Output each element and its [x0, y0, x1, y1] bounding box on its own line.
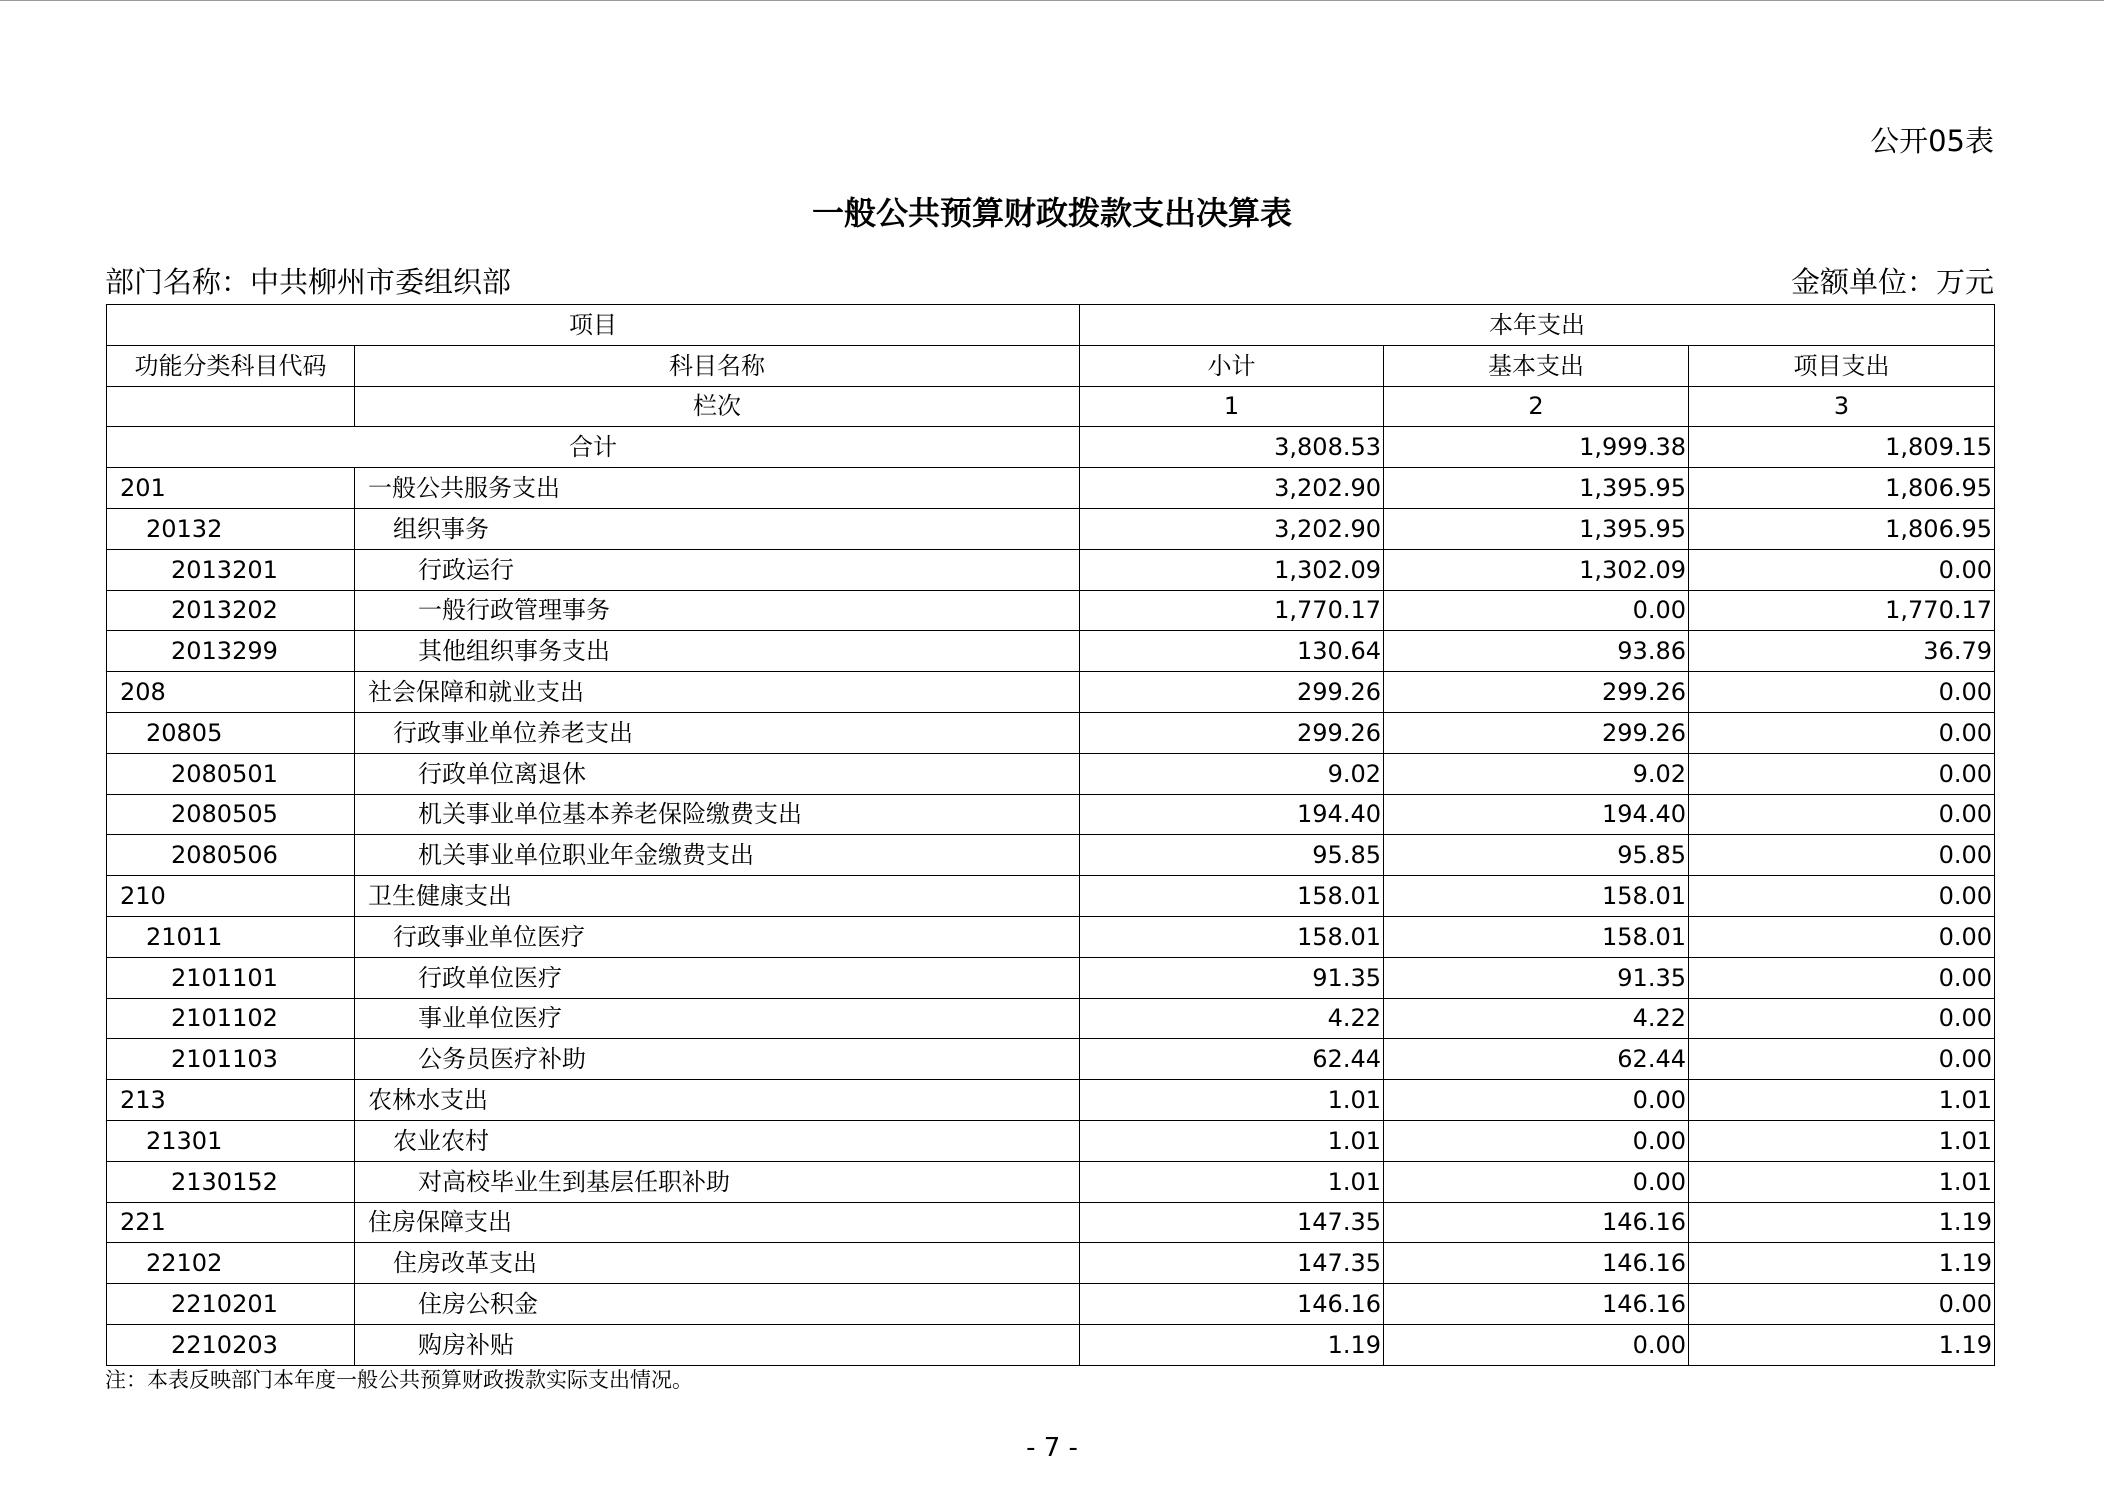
- table-row: [107, 508, 1995, 549]
- name-cell: 事业单位医疗: [355, 998, 1080, 1039]
- project-cell: 36.79: [1689, 631, 1995, 672]
- basic-cell: 299.26: [1384, 712, 1689, 753]
- basic-cell: 4.22: [1384, 998, 1689, 1039]
- subtotal-cell: 9.02: [1080, 753, 1384, 794]
- subtotal-cell: 91.35: [1080, 957, 1384, 998]
- code-cell: 21301: [107, 1120, 355, 1161]
- code-cell: 2101103: [107, 1039, 355, 1080]
- name-cell: 行政单位医疗: [355, 957, 1080, 998]
- table-row: [107, 876, 1995, 917]
- table-row: [107, 1284, 1995, 1325]
- basic-cell: 95.85: [1384, 835, 1689, 876]
- subtotal-cell: 95.85: [1080, 835, 1384, 876]
- page-number: - 7 -: [1026, 1433, 1078, 1463]
- subtotal-cell: 62.44: [1080, 1039, 1384, 1080]
- code-cell: 221: [107, 1202, 355, 1243]
- project-cell: 1.19: [1689, 1202, 1995, 1243]
- table-row: [107, 1202, 1995, 1243]
- basic-cell: 299.26: [1384, 672, 1689, 713]
- table-header: [107, 305, 1995, 427]
- project-cell: 1.01: [1689, 1161, 1995, 1202]
- code-cell: 213: [107, 1080, 355, 1121]
- project-cell: 0.00: [1689, 712, 1995, 753]
- total-row: [107, 427, 1995, 468]
- name-cell: 社会保障和就业支出: [355, 672, 1080, 713]
- header-row: [107, 305, 1995, 346]
- project-cell: 1.19: [1689, 1324, 1995, 1365]
- table-row: [107, 835, 1995, 876]
- code-cell: 2101102: [107, 998, 355, 1039]
- basic-cell: 1,395.95: [1384, 508, 1689, 549]
- table-row: [107, 794, 1995, 835]
- table-body: [107, 468, 1995, 1366]
- basic-cell: 158.01: [1384, 876, 1689, 917]
- basic-cell: 146.16: [1384, 1202, 1689, 1243]
- project-cell: 1.01: [1689, 1080, 1995, 1121]
- basic-cell: 1,395.95: [1384, 468, 1689, 509]
- name-cell: 行政事业单位医疗: [355, 916, 1080, 957]
- name-cell: 行政单位离退休: [355, 753, 1080, 794]
- name-cell: 住房保障支出: [355, 1202, 1080, 1243]
- basic-cell: 146.16: [1384, 1243, 1689, 1284]
- name-cell: 行政事业单位养老支出: [355, 712, 1080, 753]
- project-cell: 0.00: [1689, 1284, 1995, 1325]
- footnote: 注：本表反映部门本年度一般公共预算财政拨款实际支出情况。: [105, 1367, 693, 1392]
- table-row: [107, 712, 1995, 753]
- subtotal-cell: 158.01: [1080, 916, 1384, 957]
- header-column-index-1: 1: [1080, 386, 1384, 427]
- code-cell: 208: [107, 672, 355, 713]
- subtotal-cell: 1,770.17: [1080, 590, 1384, 631]
- basic-cell: 0.00: [1384, 1161, 1689, 1202]
- name-cell: 卫生健康支出: [355, 876, 1080, 917]
- header-column-index-label: 栏次: [355, 386, 1080, 427]
- project-cell: 0.00: [1689, 998, 1995, 1039]
- total-project: 1,809.15: [1689, 427, 1995, 468]
- table-row: [107, 957, 1995, 998]
- table-row: [107, 549, 1995, 590]
- header-item: 项目: [107, 305, 1080, 346]
- subtotal-cell: 4.22: [1080, 998, 1384, 1039]
- name-cell: 购房补贴: [355, 1324, 1080, 1365]
- total-subtotal: 3,808.53: [1080, 427, 1384, 468]
- subtotal-cell: 194.40: [1080, 794, 1384, 835]
- table-row: [107, 1039, 1995, 1080]
- table-row: [107, 998, 1995, 1039]
- name-cell: 组织事务: [355, 508, 1080, 549]
- subtotal-cell: 3,202.90: [1080, 508, 1384, 549]
- name-cell: 公务员医疗补助: [355, 1039, 1080, 1080]
- subtotal-cell: 1.01: [1080, 1080, 1384, 1121]
- project-cell: 0.00: [1689, 794, 1995, 835]
- total-section: [107, 427, 1995, 468]
- basic-cell: 91.35: [1384, 957, 1689, 998]
- basic-cell: 0.00: [1384, 1080, 1689, 1121]
- code-cell: 2013201: [107, 549, 355, 590]
- header-project: 项目支出: [1689, 345, 1995, 386]
- unit-label: 金额单位：万元: [1790, 265, 1994, 299]
- expenditure-table: [106, 304, 1995, 1366]
- table-row: [107, 631, 1995, 672]
- code-cell: 20132: [107, 508, 355, 549]
- name-cell: 对高校毕业生到基层任职补助: [355, 1161, 1080, 1202]
- header-basic: 基本支出: [1384, 345, 1689, 386]
- department-label: 部门名称：中共柳州市委组织部: [105, 265, 512, 299]
- table-row: [107, 468, 1995, 509]
- subtotal-cell: 130.64: [1080, 631, 1384, 672]
- code-cell: 2013202: [107, 590, 355, 631]
- subtotal-cell: 1,302.09: [1080, 549, 1384, 590]
- code-cell: 22102: [107, 1243, 355, 1284]
- subtotal-cell: 147.35: [1080, 1243, 1384, 1284]
- table-row: [107, 672, 1995, 713]
- name-cell: 机关事业单位职业年金缴费支出: [355, 835, 1080, 876]
- basic-cell: 93.86: [1384, 631, 1689, 672]
- subtotal-cell: 146.16: [1080, 1284, 1384, 1325]
- name-cell: 农林水支出: [355, 1080, 1080, 1121]
- basic-cell: 0.00: [1384, 1120, 1689, 1161]
- name-cell: 农业农村: [355, 1120, 1080, 1161]
- project-cell: 1,806.95: [1689, 468, 1995, 509]
- basic-cell: 62.44: [1384, 1039, 1689, 1080]
- project-cell: 0.00: [1689, 876, 1995, 917]
- total-basic: 1,999.38: [1384, 427, 1689, 468]
- subtotal-cell: 1.01: [1080, 1161, 1384, 1202]
- project-cell: 0.00: [1689, 753, 1995, 794]
- table-row: [107, 753, 1995, 794]
- header-subtotal: 小计: [1080, 345, 1384, 386]
- name-cell: 住房公积金: [355, 1284, 1080, 1325]
- project-cell: 0.00: [1689, 835, 1995, 876]
- project-cell: 0.00: [1689, 916, 1995, 957]
- subtotal-cell: 147.35: [1080, 1202, 1384, 1243]
- header-row: [107, 386, 1995, 427]
- subtotal-cell: 299.26: [1080, 672, 1384, 713]
- header-code: 功能分类科目代码: [107, 345, 355, 386]
- name-cell: 住房改革支出: [355, 1243, 1080, 1284]
- project-cell: 1.01: [1689, 1120, 1995, 1161]
- basic-cell: 0.00: [1384, 590, 1689, 631]
- project-cell: 0.00: [1689, 1039, 1995, 1080]
- subtotal-cell: 1.19: [1080, 1324, 1384, 1365]
- basic-cell: 9.02: [1384, 753, 1689, 794]
- code-cell: 2013299: [107, 631, 355, 672]
- table-row: [107, 1120, 1995, 1161]
- name-cell: 行政运行: [355, 549, 1080, 590]
- header-column-index-3: 3: [1689, 386, 1995, 427]
- basic-cell: 146.16: [1384, 1284, 1689, 1325]
- code-cell: 210: [107, 876, 355, 917]
- name-cell: 其他组织事务支出: [355, 631, 1080, 672]
- basic-cell: 194.40: [1384, 794, 1689, 835]
- table-row: [107, 1243, 1995, 1284]
- code-cell: 2080506: [107, 835, 355, 876]
- code-cell: 20805: [107, 712, 355, 753]
- name-cell: 一般行政管理事务: [355, 590, 1080, 631]
- table-row: [107, 590, 1995, 631]
- subtotal-cell: 299.26: [1080, 712, 1384, 753]
- basic-cell: 158.01: [1384, 916, 1689, 957]
- table-row: [107, 1080, 1995, 1121]
- header-row: [107, 345, 1995, 386]
- subtotal-cell: 158.01: [1080, 876, 1384, 917]
- project-cell: 1,770.17: [1689, 590, 1995, 631]
- form-code: 公开05表: [1870, 124, 1994, 158]
- project-cell: 1,806.95: [1689, 508, 1995, 549]
- header-name: 科目名称: [355, 345, 1080, 386]
- project-cell: 0.00: [1689, 957, 1995, 998]
- code-cell: 2080505: [107, 794, 355, 835]
- name-cell: 机关事业单位基本养老保险缴费支出: [355, 794, 1080, 835]
- basic-cell: 1,302.09: [1384, 549, 1689, 590]
- table-row: [107, 1161, 1995, 1202]
- code-cell: 2130152: [107, 1161, 355, 1202]
- code-cell: 201: [107, 468, 355, 509]
- project-cell: 0.00: [1689, 549, 1995, 590]
- table-row: [107, 1324, 1995, 1365]
- header-current-year: 本年支出: [1080, 305, 1995, 346]
- page-title: 一般公共预算财政拨款支出决算表: [811, 194, 1292, 232]
- code-cell: 2080501: [107, 753, 355, 794]
- code-cell: 2101101: [107, 957, 355, 998]
- code-cell: 2210201: [107, 1284, 355, 1325]
- project-cell: 1.19: [1689, 1243, 1995, 1284]
- header-column-index-2: 2: [1384, 386, 1689, 427]
- basic-cell: 0.00: [1384, 1324, 1689, 1365]
- subtotal-cell: 3,202.90: [1080, 468, 1384, 509]
- table-row: [107, 916, 1995, 957]
- header-empty-cell: [107, 386, 355, 427]
- table-container: [106, 304, 1994, 1392]
- name-cell: 一般公共服务支出: [355, 468, 1080, 509]
- subtotal-cell: 1.01: [1080, 1120, 1384, 1161]
- code-cell: 2210203: [107, 1324, 355, 1365]
- code-cell: 21011: [107, 916, 355, 957]
- total-label: 合计: [107, 427, 1080, 468]
- project-cell: 0.00: [1689, 672, 1995, 713]
